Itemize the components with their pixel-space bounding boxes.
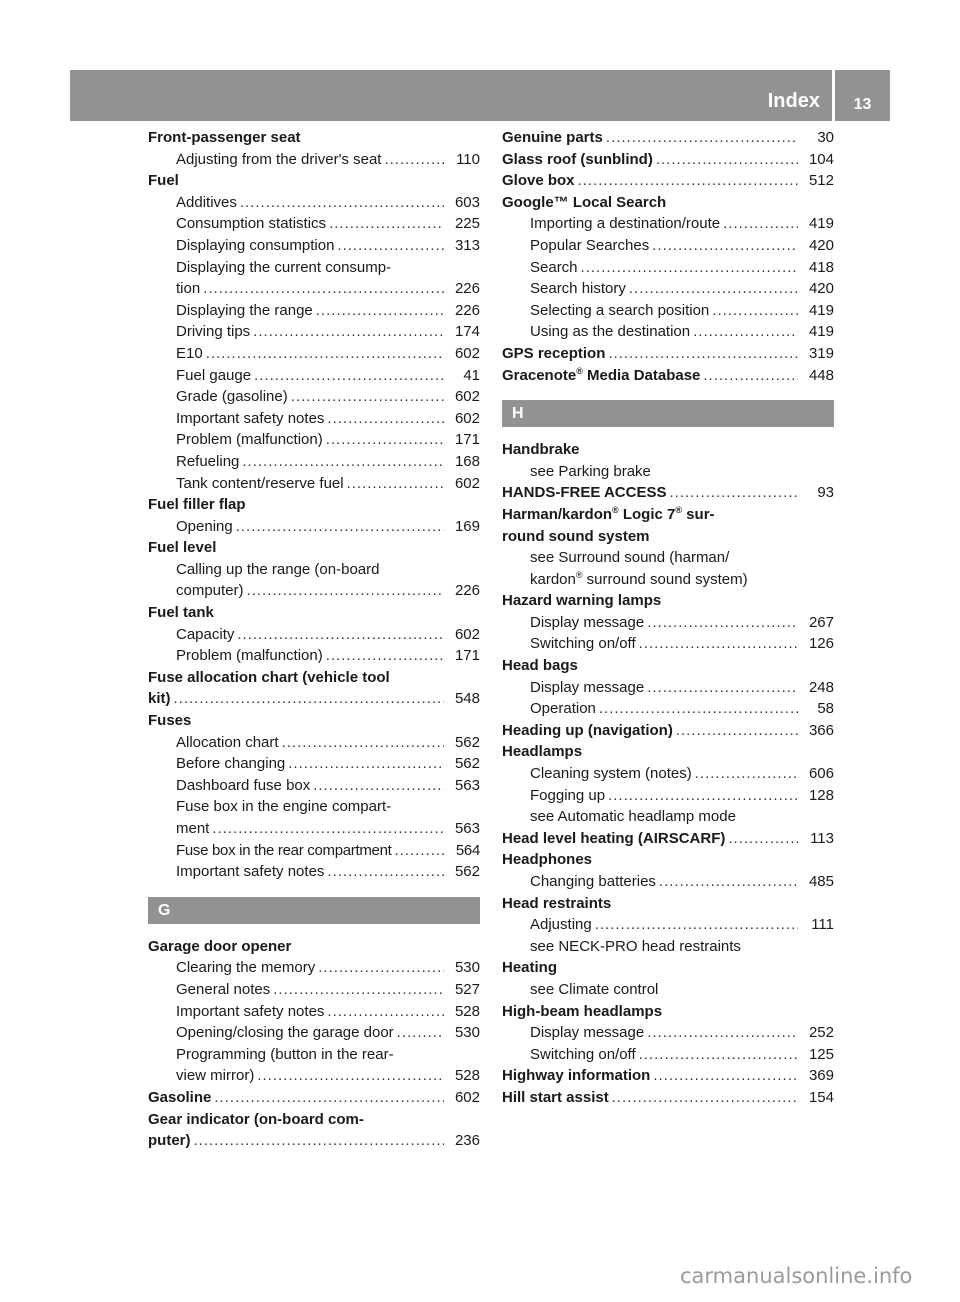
page-ref: 530	[454, 959, 480, 977]
page-ref: 562	[454, 863, 480, 881]
entry-heading: GPS reception	[502, 344, 606, 362]
index-column-left	[148, 127, 480, 1152]
subentry[interactable]: Opening/closing the garage door ..... 530	[148, 1022, 480, 1044]
subentry[interactable]: Grade (gasoline) ..... 602	[148, 386, 480, 408]
page-ref: 169	[454, 517, 480, 535]
page-ref: 171	[454, 647, 480, 665]
subentry[interactable]: Driving tips ..... 174	[148, 321, 480, 343]
page-ref: 602	[454, 388, 480, 406]
subentry[interactable]: Dashboard fuse box ..... 563	[148, 775, 480, 797]
index-entry	[502, 504, 834, 590]
page-ref: 527	[454, 980, 480, 998]
page-number-box	[835, 70, 890, 121]
subentry[interactable]: E10 ..... 602	[148, 343, 480, 365]
page-ref: 267	[808, 613, 834, 631]
page-ref: 602	[454, 409, 480, 427]
subentry[interactable]: tion ..... 226	[148, 278, 480, 300]
index-entry[interactable]	[502, 170, 834, 192]
page-ref: 93	[817, 484, 834, 502]
subentry[interactable]: Switching on/off ..... 125	[502, 1044, 834, 1066]
index-entry[interactable]	[502, 149, 834, 171]
index-entry[interactable]	[502, 720, 834, 742]
entry-heading: Fuses	[148, 712, 192, 730]
index-entry[interactable]	[148, 1087, 480, 1109]
index-entry[interactable]	[502, 482, 834, 504]
page-number: 13	[853, 96, 872, 113]
subentry[interactable]: computer) ..... 226	[148, 580, 480, 602]
entry-heading: High-beam headlamps	[502, 1002, 663, 1020]
entry-heading: Heading up (navigation)	[502, 721, 673, 739]
page-ref: 419	[808, 215, 834, 233]
entry-heading: Glove box	[502, 172, 575, 190]
page-ref: 420	[808, 236, 834, 254]
subentry[interactable]: Displaying consumption ..... 313	[148, 235, 480, 257]
page-ref: 104	[808, 150, 834, 168]
page-ref: 225	[454, 215, 480, 233]
subentry[interactable]: Capacity ..... 602	[148, 624, 480, 646]
entry-heading: Fuel filler flap	[148, 496, 246, 514]
page-ref: 419	[808, 323, 834, 341]
entry-heading: puter) ..... 236	[148, 1130, 480, 1152]
entry-heading: Highway information	[502, 1067, 651, 1085]
subentry[interactable]: Important safety notes ..... 562	[148, 861, 480, 883]
subentry[interactable]: Operation ..... 58	[502, 698, 834, 720]
page-ref: 420	[808, 280, 834, 298]
page-ref: 30	[817, 129, 834, 146]
index-entry	[502, 957, 834, 1000]
page-ref: 174	[454, 323, 480, 341]
page-ref: 512	[808, 172, 834, 190]
subentry[interactable]: Switching on/off ..... 126	[502, 633, 834, 655]
index-entry	[502, 590, 834, 655]
see-reference[interactable]: see Parking brake	[530, 462, 651, 480]
subentry[interactable]: Important safety notes ..... 602	[148, 408, 480, 430]
subentry[interactable]: Display message ..... 252	[502, 1022, 834, 1044]
index-entry	[502, 1001, 834, 1066]
page-ref: 528	[454, 1067, 480, 1085]
subentry[interactable]: Cleaning system (notes) ..... 606	[502, 763, 834, 785]
page-ref: 252	[808, 1024, 834, 1042]
index-entry	[148, 602, 480, 667]
subentry[interactable]: Displaying the range ..... 226	[148, 300, 480, 322]
entry-heading: Gracenote® Media Database	[502, 365, 701, 384]
page-ref: 448	[808, 366, 834, 384]
subentry[interactable]: Problem (malfunction) ..... 171	[148, 645, 480, 667]
page-ref: 419	[808, 301, 834, 319]
index-column-right	[502, 127, 834, 1109]
entry-heading: kit) ..... 548	[148, 688, 480, 710]
see-reference[interactable]: see Automatic headlamp mode	[530, 808, 736, 826]
entry-heading-line1: Harman/kardon® Logic 7® sur-	[502, 504, 715, 523]
index-entry	[148, 936, 480, 1087]
section-letter-h: H	[502, 400, 834, 427]
index-entry	[502, 192, 834, 343]
page-ref: 606	[808, 765, 834, 783]
entry-heading: Hazard warning lamps	[502, 592, 662, 610]
subentry[interactable]: Display message ..... 267	[502, 612, 834, 634]
page-ref: 366	[808, 721, 834, 739]
see-reference[interactable]: see NECK-PRO head restraints	[530, 937, 741, 955]
subentry[interactable]: view mirror) ..... 528	[148, 1065, 480, 1087]
subentry[interactable]: Tank content/reserve fuel ..... 602	[148, 473, 480, 495]
entry-heading: Headphones	[502, 851, 593, 869]
page-ref: 110	[456, 150, 480, 168]
section-letter-g: G	[148, 897, 480, 924]
subentry-line1: Displaying the current consump-	[176, 258, 392, 276]
entry-heading-line1: Fuse allocation chart (vehicle tool	[148, 668, 390, 686]
index-entry[interactable]	[502, 1087, 834, 1109]
page-ref: 248	[808, 678, 834, 696]
page-ref: 126	[808, 635, 834, 653]
page-ref: 418	[808, 258, 834, 276]
page-ref: 602	[454, 344, 480, 362]
page-ref: 319	[808, 344, 834, 362]
subentry[interactable]: Additives ..... 603	[148, 192, 480, 214]
page-ref: 369	[808, 1067, 834, 1085]
subentry[interactable]: Before changing ..... 562	[148, 753, 480, 775]
registered-mark: ®	[675, 504, 683, 515]
page-ref: 154	[808, 1088, 834, 1106]
subentry[interactable]: Selecting a search position ..... 419	[502, 300, 834, 322]
entry-heading: Genuine parts	[502, 129, 603, 146]
entry-heading: Google™ Local Search	[502, 193, 667, 211]
subentry[interactable]: Opening ..... 169	[148, 516, 480, 538]
entry-heading: Headlamps	[502, 743, 583, 761]
subentry[interactable]: General notes ..... 527	[148, 979, 480, 1001]
entry-heading: Fuel tank	[148, 604, 214, 622]
page-ref: 602	[454, 474, 480, 492]
see-reference[interactable]: see Climate control	[530, 980, 659, 998]
registered-mark: ®	[576, 365, 583, 376]
registered-mark: ®	[575, 569, 583, 580]
index-entry[interactable]	[148, 667, 480, 710]
page-ref: 562	[454, 755, 480, 773]
entry-heading: Glass roof (sunblind)	[502, 150, 653, 168]
page-ref: 111	[811, 916, 834, 934]
page-ref: 171	[454, 431, 480, 449]
entry-heading-line1: Gear indicator (on-board com-	[148, 1110, 364, 1128]
page-ref: 58	[817, 700, 834, 718]
page-ref: 485	[808, 873, 834, 890]
page-ref: 236	[454, 1132, 480, 1150]
entry-heading: Front-passenger seat	[148, 129, 301, 146]
page-ref: 564	[455, 841, 480, 859]
see-reference-line1[interactable]: see Surround sound (harman/	[530, 549, 730, 567]
page-ref: 113	[810, 829, 834, 847]
entry-heading: Handbrake	[502, 441, 580, 459]
index-entry	[148, 537, 480, 602]
page-ref: 226	[454, 582, 480, 600]
page-ref: 125	[808, 1045, 834, 1063]
subentry-line1: Fuse box in the engine compart-	[176, 798, 392, 816]
entry-heading: Head bags	[502, 657, 578, 675]
page-ref: 313	[454, 236, 480, 254]
index-entry[interactable]	[502, 828, 834, 850]
subentry[interactable]: Adjusting from the driver's seat ..... 110	[148, 149, 480, 171]
page-ref: 602	[454, 1088, 480, 1106]
subentry-line1: Calling up the range (on-board	[176, 560, 380, 578]
page-title: Index	[767, 90, 820, 112]
page-ref: 226	[454, 301, 480, 319]
index-entry	[502, 655, 834, 720]
subentry[interactable]: Allocation chart ..... 562	[148, 732, 480, 754]
entry-heading: Hill start assist	[502, 1088, 609, 1106]
entry-heading: Heating	[502, 959, 558, 977]
index-entry	[502, 893, 834, 958]
subentry[interactable]: Fuse box in the rear compartment ..... 564	[148, 840, 480, 862]
page-ref: 226	[454, 280, 480, 298]
page-ref: 128	[808, 786, 834, 804]
page-ref: 603	[454, 193, 480, 211]
subentry[interactable]: Consumption statistics ..... 225	[148, 213, 480, 235]
entry-heading-line2: round sound system	[502, 527, 650, 545]
index-entry	[148, 170, 480, 494]
subentry[interactable]: Fogging up ..... 128	[502, 785, 834, 807]
page-ref: 530	[454, 1024, 480, 1042]
watermark: carmanualsonline.info	[680, 1264, 913, 1288]
subentry[interactable]: Fuel gauge ..... 41	[148, 365, 480, 387]
subentry[interactable]: ment ..... 563	[148, 818, 480, 840]
subentry[interactable]: Changing batteries ..... 485	[502, 871, 834, 893]
index-entry	[502, 741, 834, 827]
entry-heading: Gasoline	[148, 1088, 212, 1106]
index-entry	[502, 439, 834, 482]
header-bar	[70, 70, 832, 121]
subentry[interactable]: Problem (malfunction) ..... 171	[148, 429, 480, 451]
index-entry	[148, 494, 480, 537]
page-ref: 548	[454, 690, 480, 708]
index-entry	[502, 849, 834, 892]
entry-heading: Fuel level	[148, 539, 217, 557]
index-entry[interactable]	[502, 127, 834, 149]
index-entry	[148, 710, 480, 883]
index-entry[interactable]	[502, 1065, 834, 1087]
page-ref: 41	[463, 366, 480, 384]
page-ref: 562	[454, 733, 480, 751]
subentry[interactable]: Important safety notes ..... 528	[148, 1001, 480, 1023]
index-entry	[148, 127, 480, 170]
index-entry[interactable]	[502, 365, 834, 387]
entry-heading: HANDS-FREE ACCESS	[502, 484, 667, 502]
index-entry[interactable]	[148, 1109, 480, 1152]
subentry[interactable]: Search ..... 418	[502, 257, 834, 279]
entry-heading: Head restraints	[502, 894, 612, 912]
subentry[interactable]: Search history ..... 420	[502, 278, 834, 300]
page-ref: 563	[454, 776, 480, 794]
subentry[interactable]: Refueling ..... 168	[148, 451, 480, 473]
subentry[interactable]: Clearing the memory ..... 530	[148, 957, 480, 979]
subentry[interactable]: Adjusting ..... 111	[502, 914, 834, 936]
index-entry[interactable]	[502, 343, 834, 365]
registered-mark: ®	[612, 504, 619, 515]
subentry[interactable]: Display message ..... 248	[502, 677, 834, 699]
entry-heading: Garage door opener	[148, 937, 292, 955]
subentry[interactable]: Importing a destination/route ..... 419	[502, 213, 834, 235]
page-ref: 602	[454, 625, 480, 643]
page-ref: 168	[454, 452, 480, 470]
subentry[interactable]: Using as the destination ..... 419	[502, 321, 834, 343]
see-reference-line2[interactable]: kardon® surround sound system)	[530, 569, 748, 588]
entry-heading: Head level heating (AIRSCARF)	[502, 829, 726, 847]
entry-heading: Fuel	[148, 172, 179, 190]
page-ref: 563	[454, 820, 480, 837]
page-ref: 528	[454, 1002, 480, 1020]
subentry[interactable]: Popular Searches ..... 420	[502, 235, 834, 257]
subentry-line1: Programming (button in the rear-	[176, 1045, 394, 1063]
